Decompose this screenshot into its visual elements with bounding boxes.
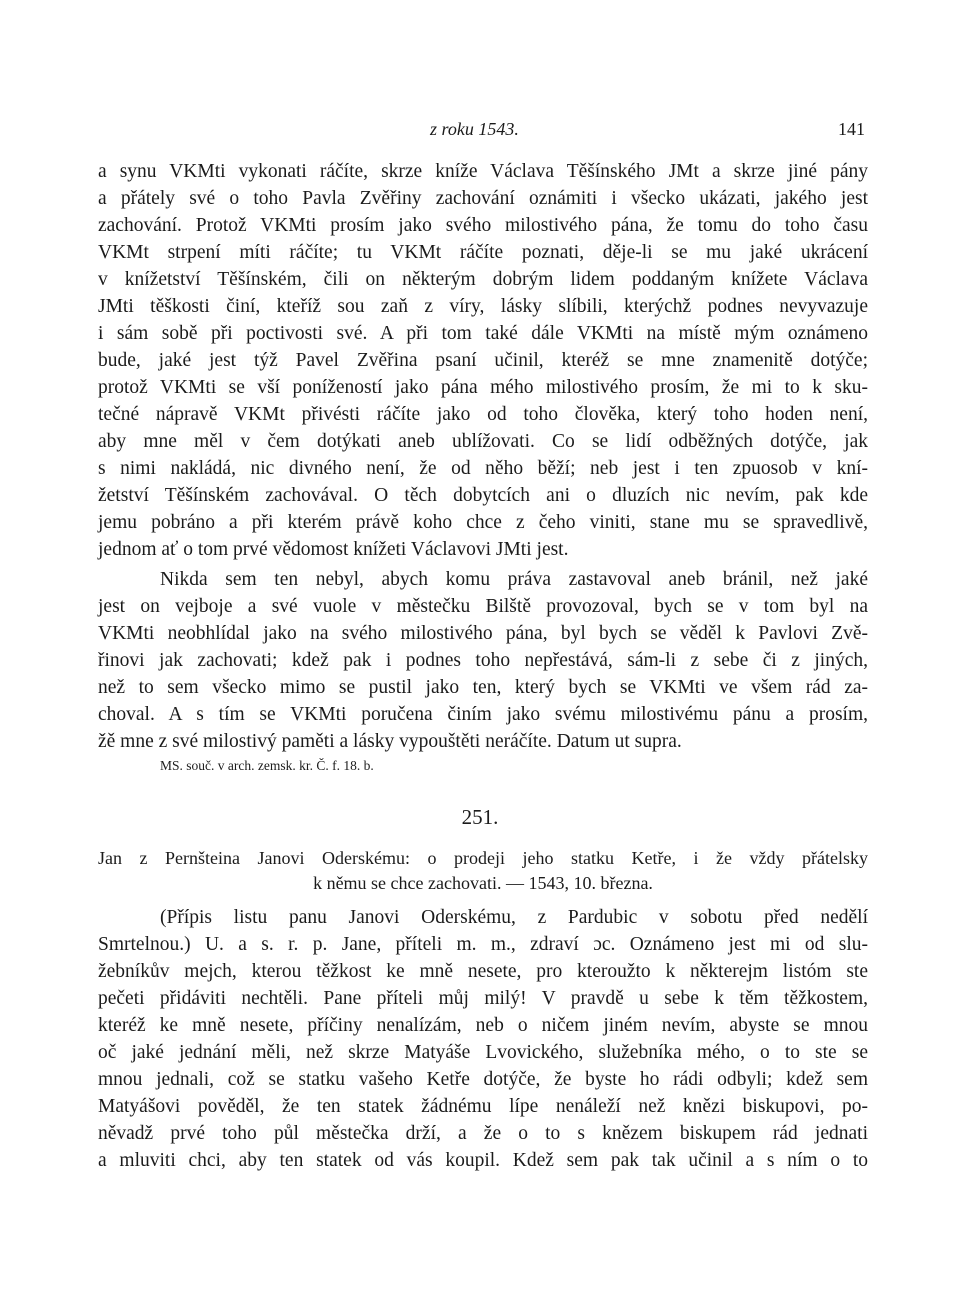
letter-line: žebníkův mejch, kterou těžkost ke mně nesete, pro kteroužto k některejm listóm ste xyxy=(98,961,868,982)
body-line: a synu VKMti vykonati ráčíte, skrze kníže Václava Těšínského JMt a skrze jiné pány xyxy=(98,161,868,182)
body-line: choval. A s tím se VKMti poručena činím jako svému milostivému pánu a prosím, xyxy=(98,704,868,725)
body-line: žetství Těšínském zachovával. O těch dobytcích ani o dluzích nic nevím, pak kde xyxy=(98,485,868,506)
summary-line: Jan z Pernšteina Janovi Oderskému: o prodeji jeho statku Ketře, i že vždy přátelsky xyxy=(98,848,868,868)
body-line: zachování. Protož VKMti prosím jako svého milostivého pána, že tomu do toho času xyxy=(98,215,868,236)
letter-line: Matyášovi pověděl, že ten statek žádnému lípe nenáleží než knězi biskupovi, po- xyxy=(98,1096,868,1117)
document-number: 251. xyxy=(461,805,499,829)
body-line: JMti těškosti činí, kteříž sou zaň z víry, lásky slíbili, kterýchž podnes nevyvazuje xyxy=(98,296,868,317)
body-line: a přátely své o toho Pavla Zvěřiny zachování oznámiti i všecko ukázati, jakého jest xyxy=(98,188,868,209)
body-line: tečné nápravě VKMt přivésti ráčíte jako od toho člověka, který toho hoden není, xyxy=(98,404,868,425)
page-number: 141 xyxy=(838,119,865,139)
source-note: MS. souč. v arch. zemsk. kr. Č. f. 18. b. xyxy=(160,758,374,773)
letter-line: něvadž prvé toho půl městečka drží, a že o to s knězem biskupem rád jednati xyxy=(98,1123,868,1144)
body-line: než to sem všecko mimo se pustil jako ten, který bych se VKMti ve všem rád za- xyxy=(98,677,868,698)
body-line: v knížetství Těšínském, čili on některým dobrým lidem poddaným knížete Václava xyxy=(98,269,868,290)
body-line: řinovi jak zachovati; kdež pak i podnes toho nepřestává, sám-li z sebe či z jiných, xyxy=(98,650,868,671)
letter-line: mnou jednali, což se statku vašeho Ketře dotýče, že byste ho rádi odbyli; kdež sem xyxy=(98,1069,868,1090)
letter-line: (Přípis listu panu Janovi Oderskému, z Pardubic v sobotu před nedělí xyxy=(160,907,868,928)
letter-line: Smrtelnou.) U. a s. r. p. Jane, příteli m. m., zdraví ɔc. Oznámeno jest mi od slu- xyxy=(98,934,868,955)
running-title: z roku 1543. xyxy=(430,119,519,139)
letter-line: oč jaké jednání měli, než skrze Matyáše Lvovického, služebníka mého, o to ste se xyxy=(98,1042,868,1063)
body-line: VKMti neobhlídal jako na svého milostivého pána, byl bych se věděl k Pavlovi Zvě- xyxy=(98,623,868,644)
body-line: jest on vejboje a své vuole v městečku Bilště provozoval, bych se v tom byl na xyxy=(98,596,868,617)
body-line: aby mne měl v čem dotýkati aneb ublížovati. Co se lidí odběžných dotýče, jak xyxy=(98,431,868,452)
summary-line: k němu se chce zachovati. — 1543, 10. března. xyxy=(313,873,653,893)
body-line: bude, jaké jest týž Pavel Zvěřina psaní učinil, kteréž se mne znamenitě dotýče; xyxy=(98,350,868,371)
letter-line: a mluviti chci, aby ten statek od vás koupil. Kdež sem pak tak učinil a s ním o to xyxy=(98,1150,868,1171)
body-line: protož VKMti se vší ponížeností jako pána mého milostivého prosím, že mi to k sku- xyxy=(98,377,868,398)
body-line: jemu pobráno a při kterém právě koho chce z čeho viniti, stane mu se spravedlivě, xyxy=(98,512,868,533)
body-line: Nikda sem ten nebyl, abych komu práva zastavoval aneb bránil, než jaké xyxy=(160,569,868,590)
body-line: žě mne z své milostivý paměti a lásky vypouštěti neráčíte. Datum ut supra. xyxy=(98,731,682,752)
body-line: jednom ať o tom prvé vědomost knížeti Václavovi JMti jest. xyxy=(98,539,569,560)
letter-line: kteréž ke mně nesete, příčiny nenalízám, neb o ničem jiném nevím, abyste se mnou xyxy=(98,1015,868,1036)
body-line: i sám sobě při poctivosti své. A při tom také dále VKMti na místě mým oznámeno xyxy=(98,323,868,344)
body-line: VKMt strpení míti ráčíte; tu VKMt ráčíte poznati, děje-li se mu jaké ukrácení xyxy=(98,242,868,263)
body-line: s nimi nakládá, nic divného není, že od něho běží; neb jest i ten zpuosob v kní- xyxy=(98,458,868,479)
letter-line: pečeti přidáviti nechtěli. Pane příteli můj milý! V pravdě u sebe k těm těžkostem, xyxy=(98,988,868,1009)
